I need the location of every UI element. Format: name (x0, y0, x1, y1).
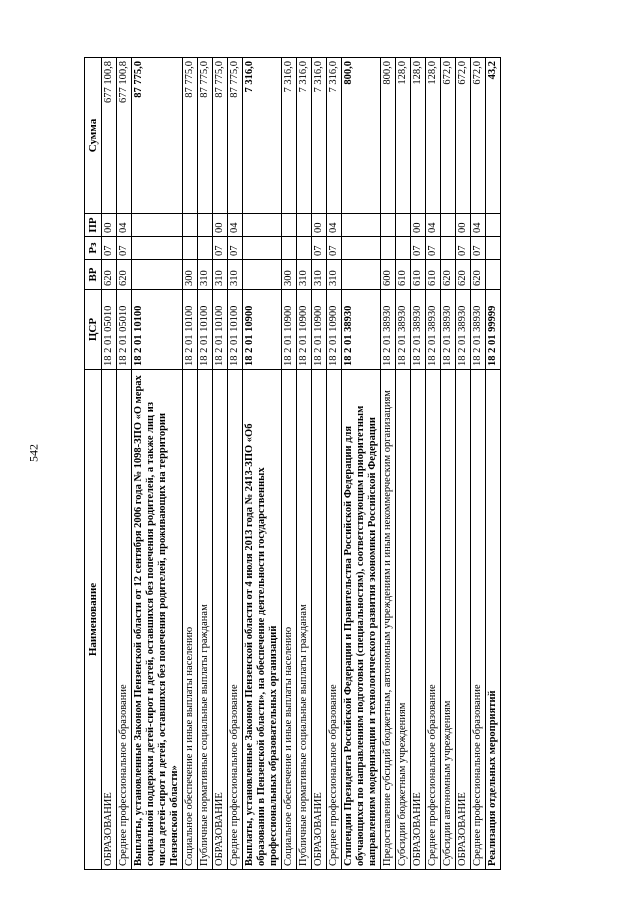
cell-csr: 18 2 01 10100 (132, 290, 183, 370)
cell-pr: 00 (102, 214, 117, 237)
cell-rz: 07 (312, 237, 327, 260)
cell-rz (183, 237, 198, 260)
cell-name: Стипендии Президента Российской Федерации и Правительства Российской Федерации для обучающихся по направлениям подготовки (специальностям), соответствующим приоритетным направлениям модернизации и технологического развития экономики Российской Федерации (342, 370, 381, 870)
cell-vr: 600 (381, 260, 396, 290)
table-row (411, 58, 426, 870)
cell-rz (381, 237, 396, 260)
table-header-row (85, 58, 102, 870)
cell-csr: 18 2 01 38930 (441, 290, 456, 370)
cell-pr: 04 (471, 214, 486, 237)
cell-vr: 300 (282, 260, 297, 290)
cell-vr: 610 (396, 260, 411, 290)
cell-sum: 7 316,0 (282, 58, 297, 214)
cell-csr: 18 2 01 38930 (456, 290, 471, 370)
cell-csr: 18 2 01 38930 (381, 290, 396, 370)
cell-name: ОБРАЗОВАНИЕ (411, 370, 426, 870)
cell-name: ОБРАЗОВАНИЕ (213, 370, 228, 870)
header-sum: Сумма (85, 58, 102, 214)
cell-rz: 07 (228, 237, 243, 260)
table-row (381, 58, 396, 870)
cell-csr: 18 2 01 38930 (471, 290, 486, 370)
cell-pr: 04 (117, 214, 132, 237)
cell-name: ОБРАЗОВАНИЕ (456, 370, 471, 870)
cell-rz: 07 (471, 237, 486, 260)
cell-name: Выплаты, установленные Законом Пензенской области от 4 июля 2013 года № 2413-ЗПО «Об образовании в Пензенской области», на обеспечение деятельности государственных профессиональных образовательных организаций (243, 370, 282, 870)
cell-sum: 87 775,0 (213, 58, 228, 214)
cell-name: Публичные нормативные социальные выплаты гражданам (198, 370, 213, 870)
cell-sum: 87 775,0 (132, 58, 183, 214)
cell-name: Субсидии автономным учреждениям (441, 370, 456, 870)
cell-name: ОБРАЗОВАНИЕ (102, 370, 117, 870)
cell-csr: 18 2 01 38930 (342, 290, 381, 370)
cell-csr: 18 2 01 10100 (198, 290, 213, 370)
cell-csr: 18 2 01 99999 (486, 290, 501, 370)
table-row (117, 58, 132, 870)
cell-pr (243, 214, 282, 237)
cell-rz: 07 (213, 237, 228, 260)
cell-sum: 128,0 (426, 58, 441, 214)
cell-sum: 87 775,0 (183, 58, 198, 214)
cell-vr (132, 260, 183, 290)
cell-sum: 128,0 (411, 58, 426, 214)
cell-sum: 7 316,0 (297, 58, 312, 214)
cell-sum: 128,0 (396, 58, 411, 214)
cell-vr: 620 (117, 260, 132, 290)
page-number: 542 (26, 444, 41, 462)
cell-vr: 310 (327, 260, 342, 290)
table-row (132, 58, 183, 870)
cell-rz (282, 237, 297, 260)
cell-rz (486, 237, 501, 260)
table-row (213, 58, 228, 870)
cell-pr (297, 214, 312, 237)
table-row (342, 58, 381, 870)
header-rz: Рз (85, 237, 102, 260)
cell-csr: 18 2 01 10900 (297, 290, 312, 370)
cell-csr: 18 2 01 38930 (411, 290, 426, 370)
cell-pr (381, 214, 396, 237)
cell-name: Публичные нормативные социальные выплаты гражданам (297, 370, 312, 870)
header-vr: ВР (85, 260, 102, 290)
cell-csr: 18 2 01 38930 (426, 290, 441, 370)
cell-pr: 00 (312, 214, 327, 237)
budget-table-container (84, 58, 501, 870)
table-row (297, 58, 312, 870)
cell-sum: 7 316,0 (312, 58, 327, 214)
cell-name: Социальное обеспечение и иные выплаты населению (183, 370, 198, 870)
cell-csr: 18 2 01 10100 (183, 290, 198, 370)
cell-vr: 620 (456, 260, 471, 290)
cell-name: ОБРАЗОВАНИЕ (312, 370, 327, 870)
cell-vr: 620 (102, 260, 117, 290)
cell-pr (342, 214, 381, 237)
table-row (228, 58, 243, 870)
cell-vr: 300 (183, 260, 198, 290)
cell-pr (486, 214, 501, 237)
cell-rz (243, 237, 282, 260)
cell-pr: 00 (411, 214, 426, 237)
table-row (243, 58, 282, 870)
cell-vr: 310 (312, 260, 327, 290)
cell-sum: 7 316,0 (327, 58, 342, 214)
cell-vr (243, 260, 282, 290)
cell-csr: 18 2 01 10900 (243, 290, 282, 370)
cell-rz: 07 (411, 237, 426, 260)
cell-rz (297, 237, 312, 260)
cell-pr (198, 214, 213, 237)
cell-name: Среднее профессиональное образование (228, 370, 243, 870)
cell-name: Среднее профессиональное образование (327, 370, 342, 870)
cell-sum: 43,2 (486, 58, 501, 214)
cell-rz: 07 (456, 237, 471, 260)
cell-csr: 18 2 01 05010 (117, 290, 132, 370)
cell-pr: 04 (228, 214, 243, 237)
cell-pr: 04 (327, 214, 342, 237)
cell-vr: 310 (228, 260, 243, 290)
cell-csr: 18 2 01 10100 (213, 290, 228, 370)
cell-pr: 00 (213, 214, 228, 237)
cell-pr (183, 214, 198, 237)
table-body (102, 58, 501, 870)
cell-rz: 07 (426, 237, 441, 260)
cell-csr: 18 2 01 10900 (327, 290, 342, 370)
table-row (426, 58, 441, 870)
cell-pr (132, 214, 183, 237)
cell-rz: 07 (327, 237, 342, 260)
cell-vr: 620 (441, 260, 456, 290)
cell-sum: 677 100,8 (117, 58, 132, 214)
cell-rz (396, 237, 411, 260)
table-row (441, 58, 456, 870)
cell-pr: 00 (456, 214, 471, 237)
cell-sum: 672,0 (471, 58, 486, 214)
table-row (282, 58, 297, 870)
cell-csr: 18 2 01 10900 (282, 290, 297, 370)
cell-name: Среднее профессиональное образование (426, 370, 441, 870)
cell-csr: 18 2 01 10900 (312, 290, 327, 370)
cell-vr: 310 (297, 260, 312, 290)
cell-rz (441, 237, 456, 260)
cell-csr: 18 2 01 05010 (102, 290, 117, 370)
table-row (396, 58, 411, 870)
cell-vr: 310 (213, 260, 228, 290)
cell-name: Социальное обеспечение и иные выплаты населению (282, 370, 297, 870)
budget-table (84, 57, 501, 870)
cell-sum: 87 775,0 (228, 58, 243, 214)
cell-name: Выплаты, установленные Законом Пензенской области от 12 сентября 2006 года № 1098-ЗПО «О мерах социальной поддержки детей-сирот и детей, оставшихся без попечения родителей, а также лиц из числа детей-сирот и детей, оставшихся без попечения родителей, проживающих на территории Пензенской области» (132, 370, 183, 870)
cell-pr: 04 (426, 214, 441, 237)
cell-pr (282, 214, 297, 237)
table-row (486, 58, 501, 870)
cell-rz: 07 (102, 237, 117, 260)
header-name: Наименование (85, 370, 102, 870)
cell-pr (396, 214, 411, 237)
cell-vr: 310 (198, 260, 213, 290)
header-pr: ПР (85, 214, 102, 237)
cell-sum: 87 775,0 (198, 58, 213, 214)
cell-name: Субсидии бюджетным учреждениям (396, 370, 411, 870)
cell-sum: 800,0 (381, 58, 396, 214)
cell-csr: 18 2 01 38930 (396, 290, 411, 370)
cell-sum: 800,0 (342, 58, 381, 214)
cell-sum: 672,0 (456, 58, 471, 214)
cell-vr: 610 (426, 260, 441, 290)
cell-rz (342, 237, 381, 260)
cell-name: Предоставление субсидий бюджетным, автономным учреждениям и иным некоммерческим организациям (381, 370, 396, 870)
cell-name: Среднее профессиональное образование (117, 370, 132, 870)
cell-rz (132, 237, 183, 260)
cell-pr (441, 214, 456, 237)
cell-sum: 7 316,0 (243, 58, 282, 214)
table-row (327, 58, 342, 870)
cell-csr: 18 2 01 10100 (228, 290, 243, 370)
cell-rz (198, 237, 213, 260)
cell-sum: 677 100,8 (102, 58, 117, 214)
cell-name: Среднее профессиональное образование (471, 370, 486, 870)
table-row (312, 58, 327, 870)
table-row (471, 58, 486, 870)
table-row (102, 58, 117, 870)
cell-vr (342, 260, 381, 290)
cell-vr (486, 260, 501, 290)
cell-vr: 620 (471, 260, 486, 290)
cell-name: Реализация отдельных мероприятий (486, 370, 501, 870)
table-row (456, 58, 471, 870)
header-csr: ЦСР (85, 290, 102, 370)
cell-vr: 610 (411, 260, 426, 290)
cell-sum: 672,0 (441, 58, 456, 214)
table-row (183, 58, 198, 870)
table-row (198, 58, 213, 870)
cell-rz: 07 (117, 237, 132, 260)
